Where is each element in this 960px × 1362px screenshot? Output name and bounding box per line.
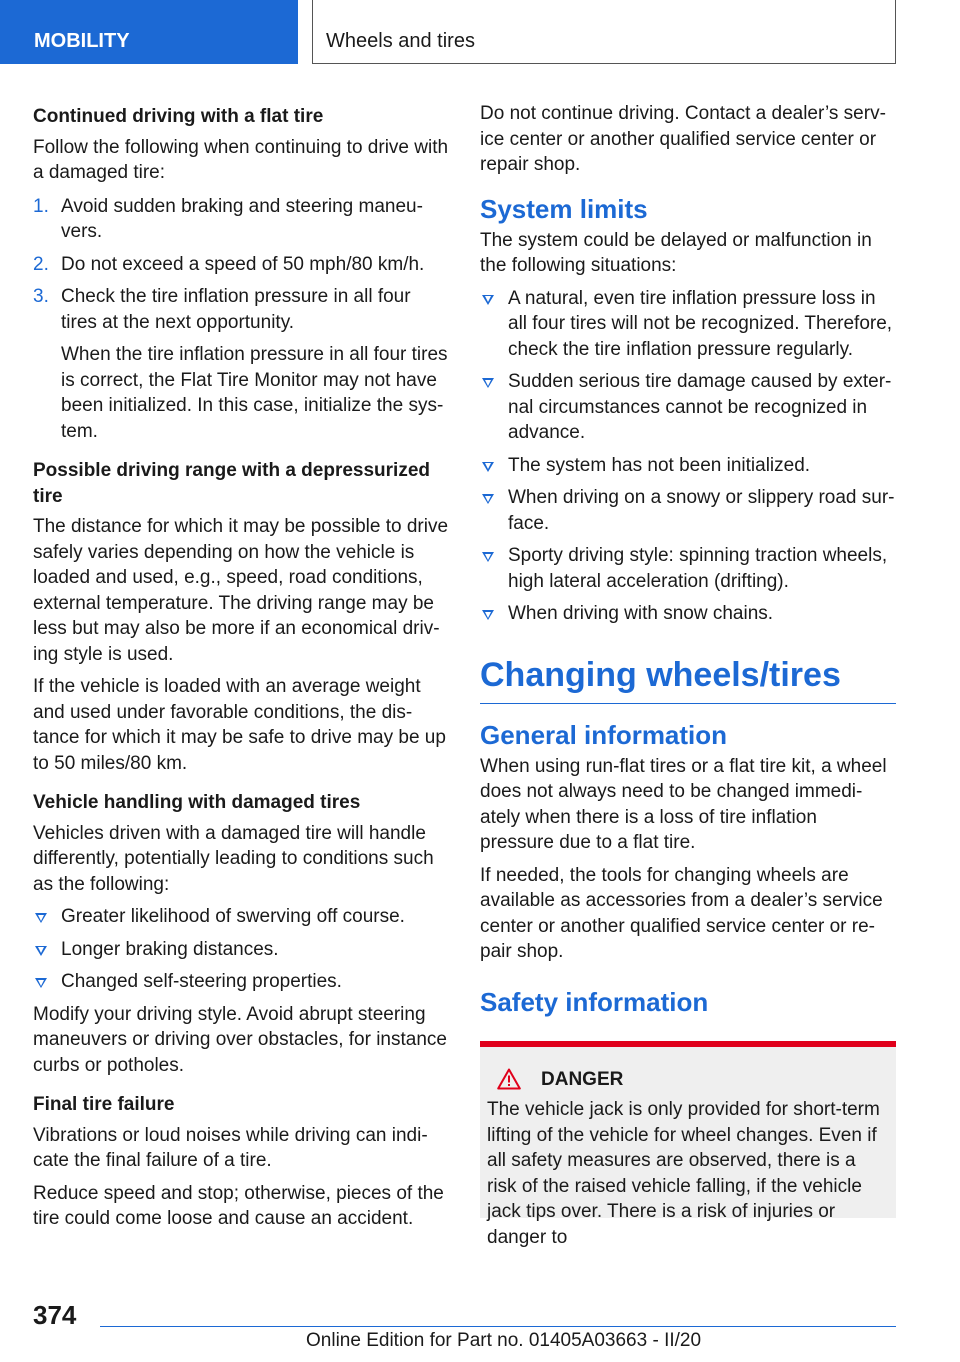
left-column [33,104,449,1239]
general-paragraph: When using run-flat tires or a flat tire kit, a wheel does not always need to be changed immedi‐ately when there is a loss of tire inflation pressure due to a flat tire. [480,755,887,853]
flat-heading: Continued driving with a flat tire [33,106,324,127]
chapter-heading: Changing wheels/tires [480,655,896,704]
handling-outro: Modify your driving style. Avoid abrupt steering maneuvers or driving over obstacles, for instance curbs or potholes. [33,1003,447,1076]
limits-list [480,286,896,627]
list-item [480,286,896,363]
triangle-bullet-icon [482,378,494,388]
list-item [480,453,896,479]
footer-divider [100,1326,896,1327]
list-item [480,485,896,536]
triangle-bullet-icon [482,295,494,305]
danger-label: DANGER [541,1068,624,1090]
list-item-text: Longer braking distances. [61,938,279,960]
system-limits-heading: System limits [480,193,648,224]
step-text: Check the tire inflation pressure in all four tires at the next opportunity. [61,286,411,333]
list-item-text: Changed self-steering properties. [61,971,342,992]
list-item-text: Greater likelihood of swerving off course. [61,906,405,927]
list-item-text: A natural, even tire inflation pressure loss in all four tires will not be recognized. Therefore, check the tire inflation pressure regularly. [508,287,893,360]
handling-intro: Vehicles driven with a damaged tire will handle differently, potentially leading to conditions such as the following: [33,822,434,895]
step-number: 3. [33,286,49,307]
footer-edition: Online Edition for Part no. 01405A03663 - II/20 [306,1330,702,1351]
list-item [33,904,449,930]
list-item-text: When driving on a snowy or slippery road sur‐face. [508,487,895,534]
list-item [33,252,449,278]
list-item-text: Sudden serious tire damage caused by exter‐nal circumstances cannot be recognized in advance. [508,371,892,443]
page-number: 374 [33,1300,77,1330]
list-item [33,284,449,444]
final-paragraph: Vibrations or loud noises while driving can indi‐cate the final failure of a tire. [33,1124,428,1171]
range-paragraph: The distance for which it may be possible to drive safely varies depending on how the vehicle is loaded and used, e.g., speed, road conditions, external temperature. The driving range may be less but may also be more if an economical driv‐ing style is used. [33,516,449,665]
triangle-bullet-icon [482,494,494,504]
right-column [480,101,896,1248]
triangle-bullet-icon [482,610,494,620]
list-item [33,194,449,245]
steps-list [33,194,449,445]
triangle-bullet-icon [482,462,494,472]
list-item-text: Sporty driving style: spinning traction wheels, high lateral acceleration (drifting). [508,545,888,592]
step-extra-text: When the tire inflation pressure in all four tires is correct, the Flat Tire Monitor may not have been initialized. In this case, initialize the sys‐tem. [61,344,448,442]
list-item-text: The system has not been initialized. [508,454,811,476]
warning-triangle-icon [497,1068,521,1090]
safety-info-heading: Safety information [480,986,709,1017]
danger-header [487,1067,886,1093]
final-paragraph: Reduce speed and stop; otherwise, pieces of the tire could come loose and cause an accident. [33,1182,444,1229]
final-heading: Final tire failure [33,1094,175,1115]
triangle-bullet-icon [35,913,47,923]
danger-notice [480,1041,896,1248]
triangle-bullet-icon [35,978,47,988]
handling-list [33,904,449,995]
danger-text: The vehicle jack is only provided for short-term lifting of the vehicle for wheel changes. Even if all safety measures are observed, there is a risk of the raised vehicle falling, if the vehicle jack tips over. There is a risk of injuries or danger to [487,1099,880,1248]
step-number: 2. [33,253,49,275]
general-info-heading: General information [480,719,728,750]
list-item [33,969,449,995]
header-section-tab: MOBILITY [0,0,298,64]
list-item [33,937,449,963]
flat-intro: Follow the following when continuing to drive with a damaged tire: [33,136,449,183]
list-item [480,543,896,594]
triangle-bullet-icon [482,552,494,562]
triangle-bullet-icon [35,946,47,956]
range-heading: Possible driving range with a depressurized tire [33,460,430,507]
general-paragraph: If needed, the tools for changing wheels are available as accessories from a dealer’s service center or another qualified service center or re‐pair shop. [480,864,883,962]
list-item-text: When driving with snow chains. [508,603,774,624]
list-item [480,601,896,627]
range-paragraph: If the vehicle is loaded with an average weight and used under favorable conditions, the dis‐tance for which it may be safe to drive may be up to 50 miles/80 km. [33,676,446,774]
list-item [480,369,896,446]
step-text: Do not exceed a speed of 50 mph/80 km/h. [61,253,425,275]
continuation-paragraph: Do not continue driving. Contact a dealer’s serv‐ice center or another qualified service center or repair shop. [480,103,886,175]
handling-heading: Vehicle handling with damaged tires [33,792,361,813]
step-number: 1. [33,195,49,217]
step-text: Avoid sudden braking and steering maneu‐vers. [61,195,423,242]
limits-intro: The system could be delayed or malfunction in the following situations: [480,229,872,276]
header-topic: Wheels and tires [312,0,896,64]
